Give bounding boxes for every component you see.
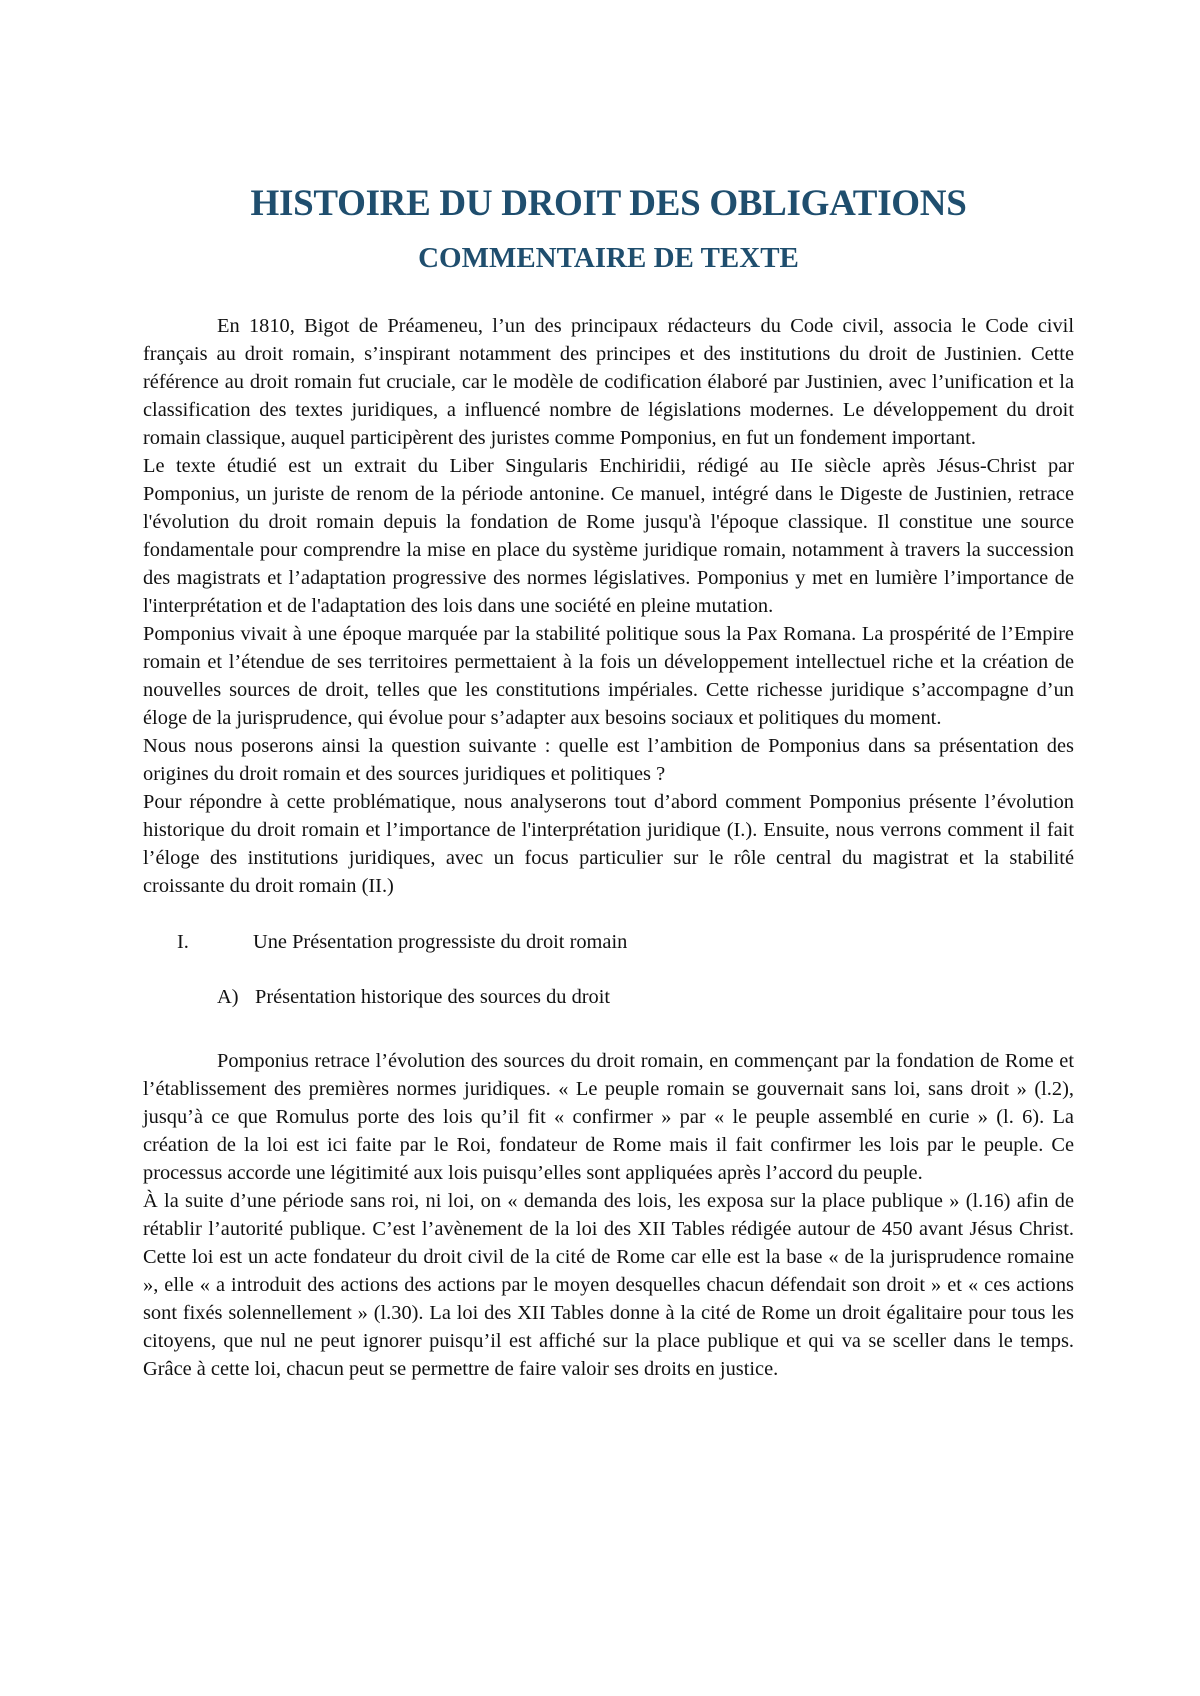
section-title: Une Présentation progressiste du droit romain [253,931,628,953]
section-heading-1 [143,928,1074,956]
subsection-number: A) [217,986,239,1008]
intro-paragraph-5: Pour répondre à cette problématique, nous analyserons tout d’abord comment Pomponius présente l’évolution historique du droit romain et l’importance de l'interprétation juridique (I.). Ensuite, nous verrons comment il fait l’éloge des institutions juridiques, avec un focus particulier sur le rôle central du magistrat et la stabilité croissante du droit romain (II.) [143,791,1074,897]
document-subtitle: COMMENTAIRE DE TEXTE [418,242,799,274]
section-body [143,1047,1074,1383]
intro-paragraph-2: Le texte étudié est un extrait du Liber Singularis Enchiridii, rédigé au IIe siècle après Jésus-Christ par Pomponius, un juriste de renom de la période antonine. Ce manuel, intégré dans le Digeste de Justinien, retrace l'évolution du droit romain depuis la fondation de Rome jusqu'à l'époque classique. Il constitue une source fondamentale pour comprendre la mise en place du système juridique romain, notamment à travers la succession des magistrats et l’adaptation progressive des normes législatives. Pomponius y met en lumière l’importance de l'interprétation et de l'adaptation des lois dans une société en pleine mutation. [143,455,1074,617]
section-paragraph-2: À la suite d’une période sans roi, ni loi, on « demanda des lois, les exposa sur la place publique » (l.16) afin de rétablir l’autorité publique. C’est l’avènement de la loi des XII Tables rédigée autour de 450 avant Jésus Christ. Cette loi est un acte fondateur du droit civil de la cité de Rome car elle est la base « de la jurisprudence romaine », elle « a introduit des actions des actions par le moyen desquelles chacun défendait son droit » et « ces actions sont fixés solennellement » (l.30). La loi des XII Tables donne à la cité de Rome un droit égalitaire pour tous les citoyens, que nul ne peut ignorer puisqu’il est affiché sur la place publique et qui va se sceller dans le temps. Grâce à cette loi, chacun peut se permettre de faire valoir ses droits en justice. [143,1190,1074,1380]
subsection-heading-a [143,983,1074,1011]
document-title: HISTOIRE DU DROIT DES OBLIGATIONS [250,183,967,224]
subsection-title: Présentation historique des sources du droit [255,986,611,1008]
intro-paragraph-4: Nous nous poserons ainsi la question suivante : quelle est l’ambition de Pomponius dans sa présentation des origines du droit romain et des sources juridiques et politiques ? [143,735,1074,785]
intro-paragraph-3: Pomponius vivait à une époque marquée par la stabilité politique sous la Pax Romana. La prospérité de l’Empire romain et l’étendue de ses territoires permettaient à la fois un développement intellectuel riche et la création de nouvelles sources de droit, telles que les constitutions impériales. Cette richesse juridique s’accompagne d’un éloge de la jurisprudence, qui évolue pour s’adapter aux besoins sociaux et politiques du moment. [143,623,1074,729]
section-number: I. [177,931,189,953]
section-paragraph-1: Pomponius retrace l’évolution des sources du droit romain, en commençant par la fondation de Rome et l’établissement des premières normes juridiques. « Le peuple romain se gouvernait sans loi, sans droit » (l.2), jusqu’à ce que Romulus porte des lois qu’il fit « confirmer » par « le peuple assemblé en curie » (l. 6). La création de la loi est ici faite par le Roi, fondateur de Rome mais il fait confirmer les lois par le peuple. Ce processus accorde une légitimité aux lois puisqu’elles sont appliquées après l’accord du peuple. [143,1050,1074,1184]
intro-paragraph-1: En 1810, Bigot de Préameneu, l’un des principaux rédacteurs du Code civil, associa le Code civil français au droit romain, s’inspirant notamment des principes et des institutions du droit de Justinien. Cette référence au droit romain fut cruciale, car le modèle de codification élaboré par Justinien, avec l’unification et la classification des textes juridiques, a influencé nombre de législations modernes. Le développement du droit romain classique, auquel participèrent des juristes comme Pomponius, en fut un fondement important. [143,315,1074,449]
document-body [143,312,1074,1383]
